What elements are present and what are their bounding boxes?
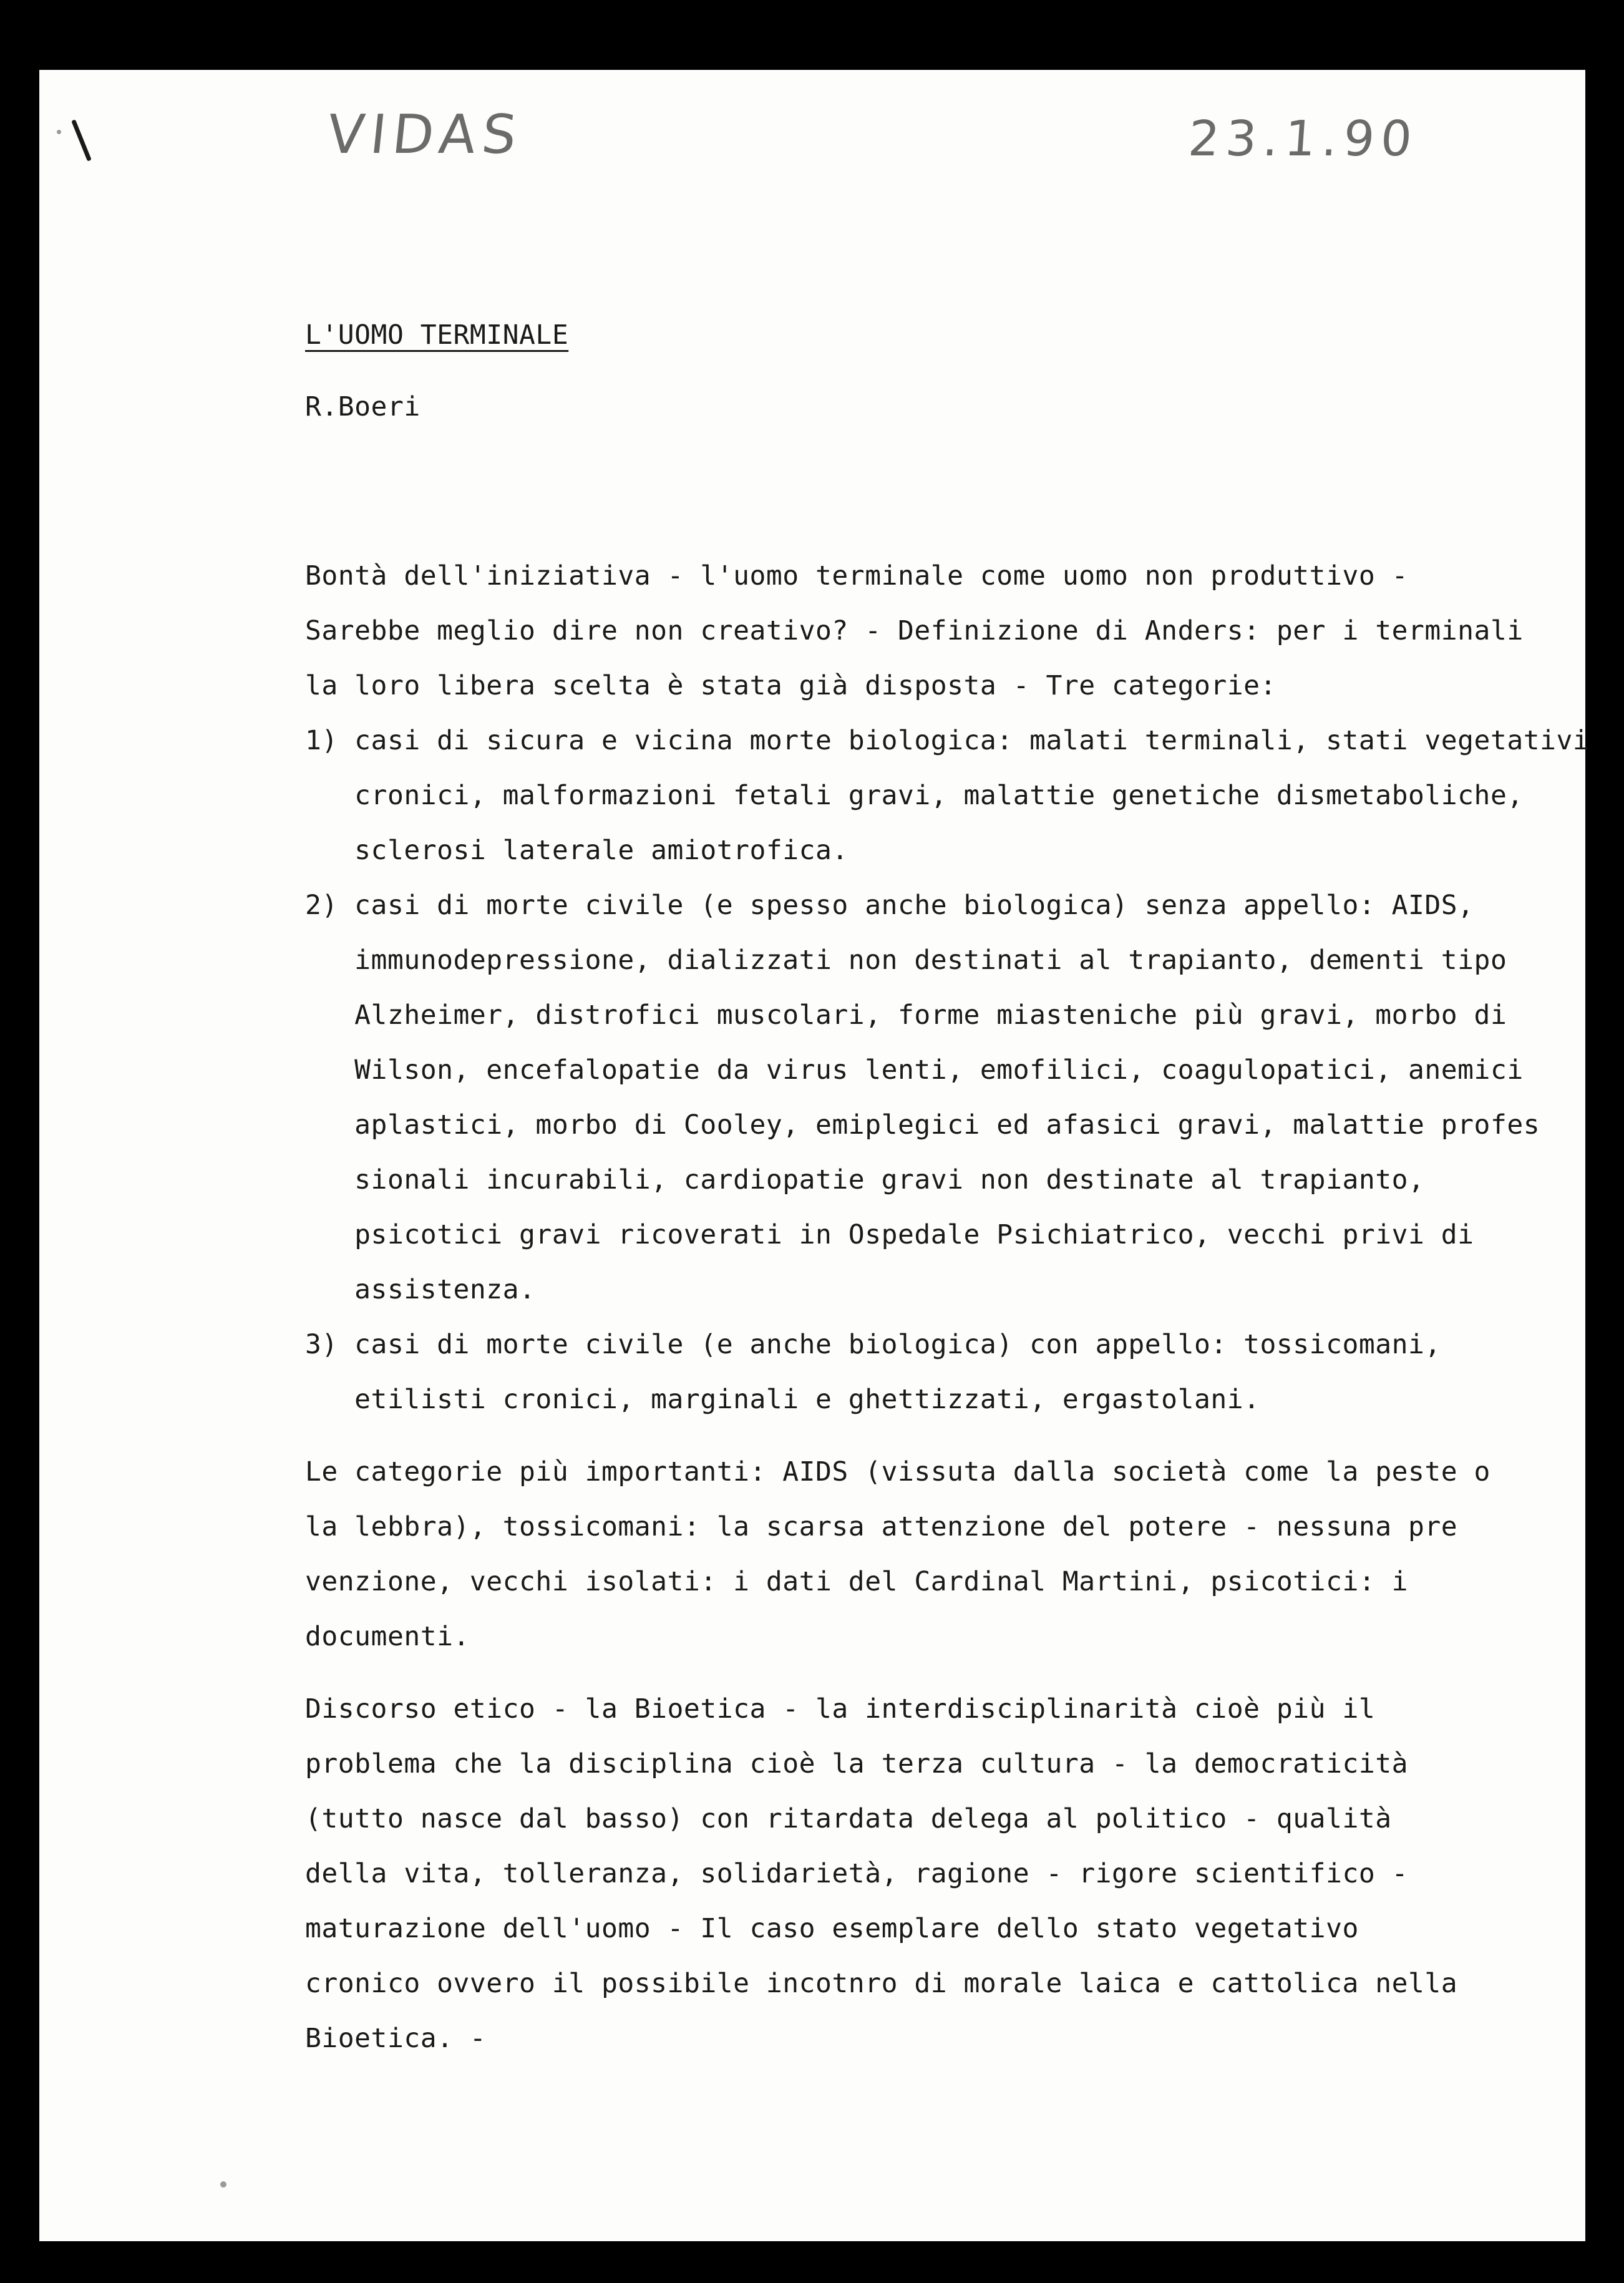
paragraph-2-line: la lebbra), tossicomani: la scarsa attenzione del potere - nessuna pre bbox=[305, 1511, 1458, 1542]
author-name: R.Boeri bbox=[305, 391, 421, 422]
list-item-2-line: aplastici, morbo di Cooley, emiplegici ed afasici gravi, malattie profes bbox=[305, 1109, 1540, 1141]
intro-line: Bontà dell'iniziativa - l'uomo terminale come uomo non produttivo - bbox=[305, 560, 1409, 591]
list-item-1-line: 1) casi di sicura e vicina morte biologica: malati terminali, stati vegetativi bbox=[305, 725, 1590, 756]
paragraph-2-line: documenti. bbox=[305, 1621, 470, 1652]
speck bbox=[220, 2181, 226, 2188]
paragraph-2-line: Le categorie più importanti: AIDS (vissuta dalla società come la peste o bbox=[305, 1456, 1490, 1487]
paragraph-3-line: Bioetica. - bbox=[305, 2023, 487, 2054]
list-item-2-line: Wilson, encefalopatie da virus lenti, emofilici, coagulopatici, anemici bbox=[305, 1054, 1524, 1086]
handwritten-left-note: VIDAS bbox=[324, 104, 526, 166]
intro-line: la loro libera scelta è stata già disposta - Tre categorie: bbox=[305, 670, 1276, 701]
page-title: L'UOMO TERMINALE bbox=[305, 319, 569, 351]
paragraph-3-line: problema che la disciplina cioè la terza cultura - la democraticità bbox=[305, 1748, 1409, 1779]
smudge-dot bbox=[57, 130, 61, 134]
paragraph-2-line: venzione, vecchi isolati: i dati del Cardinal Martini, psicotici: i bbox=[305, 1566, 1409, 1597]
paragraph-3-line: cronico ovvero il possibile incotnro di morale laica e cattolica nella bbox=[305, 1968, 1458, 1999]
handwritten-date: 23.1.90 bbox=[1186, 111, 1420, 167]
list-item-2-line: psicotici gravi ricoverati in Ospedale Psichiatrico, vecchi privi di bbox=[305, 1219, 1474, 1250]
list-item-2-line: assistenza. bbox=[305, 1274, 536, 1305]
document-page bbox=[39, 70, 1590, 2241]
paragraph-3-line: della vita, tolleranza, solidarietà, ragione - rigore scientifico - bbox=[305, 1858, 1409, 1889]
list-item-3-line: 3) casi di morte civile (e anche biologica) con appello: tossicomani, bbox=[305, 1329, 1441, 1360]
list-item-1-line: sclerosi laterale amiotrofica. bbox=[305, 835, 848, 866]
list-item-2-line: Alzheimer, distrofici muscolari, forme miasteniche più gravi, morbo di bbox=[305, 1000, 1507, 1031]
list-item-2-line: immunodepressione, dializzati non destinati al trapianto, dementi tipo bbox=[305, 945, 1507, 976]
paragraph-3-line: maturazione dell'uomo - Il caso esemplare dello stato vegetativo bbox=[305, 1913, 1359, 1944]
list-item-1-line: cronici, malformazioni fetali gravi, malattie genetiche dismetaboliche, bbox=[305, 780, 1524, 811]
pencil-mark bbox=[71, 119, 92, 162]
paragraph-3-line: (tutto nasce dal basso) con ritardata delega al politico - qualità bbox=[305, 1803, 1392, 1834]
intro-line: Sarebbe meglio dire non creativo? - Definizione di Anders: per i terminali bbox=[305, 615, 1524, 646]
list-item-2-line: 2) casi di morte civile (e spesso anche biologica) senza appello: AIDS, bbox=[305, 890, 1474, 921]
list-item-3-line: etilisti cronici, marginali e ghettizzati, ergastolani. bbox=[305, 1384, 1260, 1415]
paragraph-3-line: Discorso etico - la Bioetica - la interdisciplinarità cioè più il bbox=[305, 1693, 1376, 1725]
list-item-2-line: sionali incurabili, cardiopatie gravi non destinate al trapianto, bbox=[305, 1164, 1425, 1195]
